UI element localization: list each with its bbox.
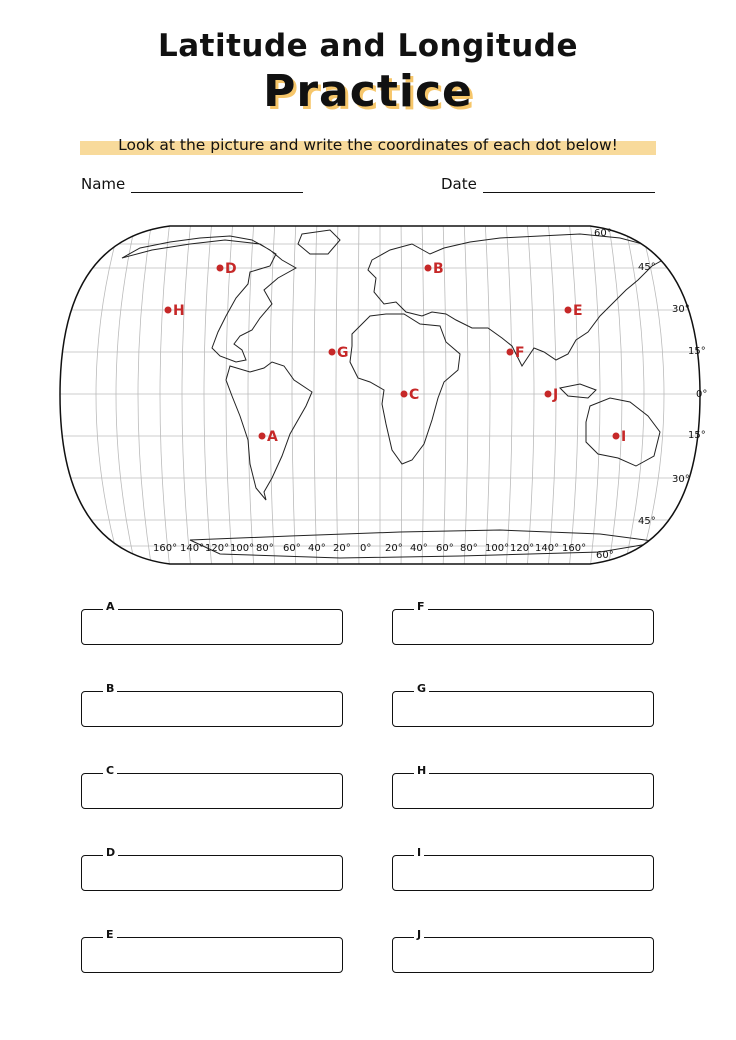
map-dot xyxy=(259,433,266,440)
worksheet-subtitle: Practice xyxy=(263,66,473,117)
longitude-label: 60° xyxy=(283,543,301,554)
answer-label: I xyxy=(414,846,424,859)
longitude-label: 160° xyxy=(562,543,587,554)
answer-box-a[interactable] xyxy=(81,609,343,645)
map-dot-label: D xyxy=(225,261,237,277)
longitude-label: 120° xyxy=(510,543,535,554)
map-dot-label: C xyxy=(409,387,420,403)
longitude-label: 0° xyxy=(360,543,372,554)
answer-box-f[interactable] xyxy=(392,609,654,645)
longitude-label: 60° xyxy=(436,543,454,554)
world-map xyxy=(40,220,720,570)
latitude-label: 0° xyxy=(696,389,708,400)
name-label: Name xyxy=(81,175,126,193)
map-dot xyxy=(613,433,620,440)
latitude-label: 30° xyxy=(672,304,690,315)
answer-label: E xyxy=(103,928,117,941)
answer-label: D xyxy=(103,846,118,859)
longitude-label: 40° xyxy=(410,543,428,554)
longitude-label: 20° xyxy=(333,543,351,554)
latitude-label: 45° xyxy=(638,516,656,527)
answer-label: H xyxy=(414,764,429,777)
graticule xyxy=(40,220,720,570)
worksheet-title: Latitude and Longitude xyxy=(157,28,579,64)
longitude-label: 40° xyxy=(308,543,326,554)
longitude-label: 120° xyxy=(205,543,230,554)
map-dot-label: B xyxy=(433,261,444,277)
answer-label: A xyxy=(103,600,118,613)
latitude-labels xyxy=(594,228,707,561)
answer-box-d[interactable] xyxy=(81,855,343,891)
answer-box-e[interactable] xyxy=(81,937,343,973)
latitude-label: 15° xyxy=(688,346,706,357)
longitude-label: 80° xyxy=(460,543,478,554)
longitude-label: 160° xyxy=(153,543,178,554)
latitude-label: 30° xyxy=(672,474,690,485)
map-dot-label: G xyxy=(337,345,349,361)
answer-label: B xyxy=(103,682,117,695)
map-dot-label: J xyxy=(553,387,559,403)
longitude-label: 80° xyxy=(256,543,274,554)
answer-box-h[interactable] xyxy=(392,773,654,809)
map-dot-label: I xyxy=(621,429,627,445)
answer-box-b[interactable] xyxy=(81,691,343,727)
map-dot-label: H xyxy=(173,303,185,319)
date-field[interactable] xyxy=(483,192,655,193)
map-dot xyxy=(545,391,552,398)
instructions: Look at the picture and write the coordinates of each dot below! xyxy=(118,136,618,154)
answer-label: J xyxy=(414,928,424,941)
map-dot-label: A xyxy=(267,429,278,445)
map-dot xyxy=(425,265,432,272)
map-dot xyxy=(329,349,336,356)
map-dot xyxy=(401,391,408,398)
longitude-label: 140° xyxy=(535,543,560,554)
answer-box-i[interactable] xyxy=(392,855,654,891)
map-dot xyxy=(217,265,224,272)
answer-label: F xyxy=(414,600,428,613)
answer-box-c[interactable] xyxy=(81,773,343,809)
map-dot xyxy=(507,349,514,356)
latitude-label: 15° xyxy=(688,430,706,441)
date-label: Date xyxy=(441,175,477,193)
map-dot-label: E xyxy=(573,303,583,319)
answer-box-g[interactable] xyxy=(392,691,654,727)
answer-box-j[interactable] xyxy=(392,937,654,973)
map-dot xyxy=(165,307,172,314)
map-dot-label: F xyxy=(515,345,525,361)
map-dot xyxy=(565,307,572,314)
longitude-labels xyxy=(153,543,586,554)
name-field[interactable] xyxy=(131,192,303,193)
answer-label: C xyxy=(103,764,117,777)
map-dots xyxy=(165,261,627,445)
longitude-label: 100° xyxy=(230,543,255,554)
latitude-label: 60° xyxy=(596,550,614,561)
longitude-label: 100° xyxy=(485,543,510,554)
longitude-label: 140° xyxy=(180,543,205,554)
latitude-label: 60° xyxy=(594,228,612,239)
latitude-label: 45° xyxy=(638,262,656,273)
longitude-label: 20° xyxy=(385,543,403,554)
answer-label: G xyxy=(414,682,429,695)
